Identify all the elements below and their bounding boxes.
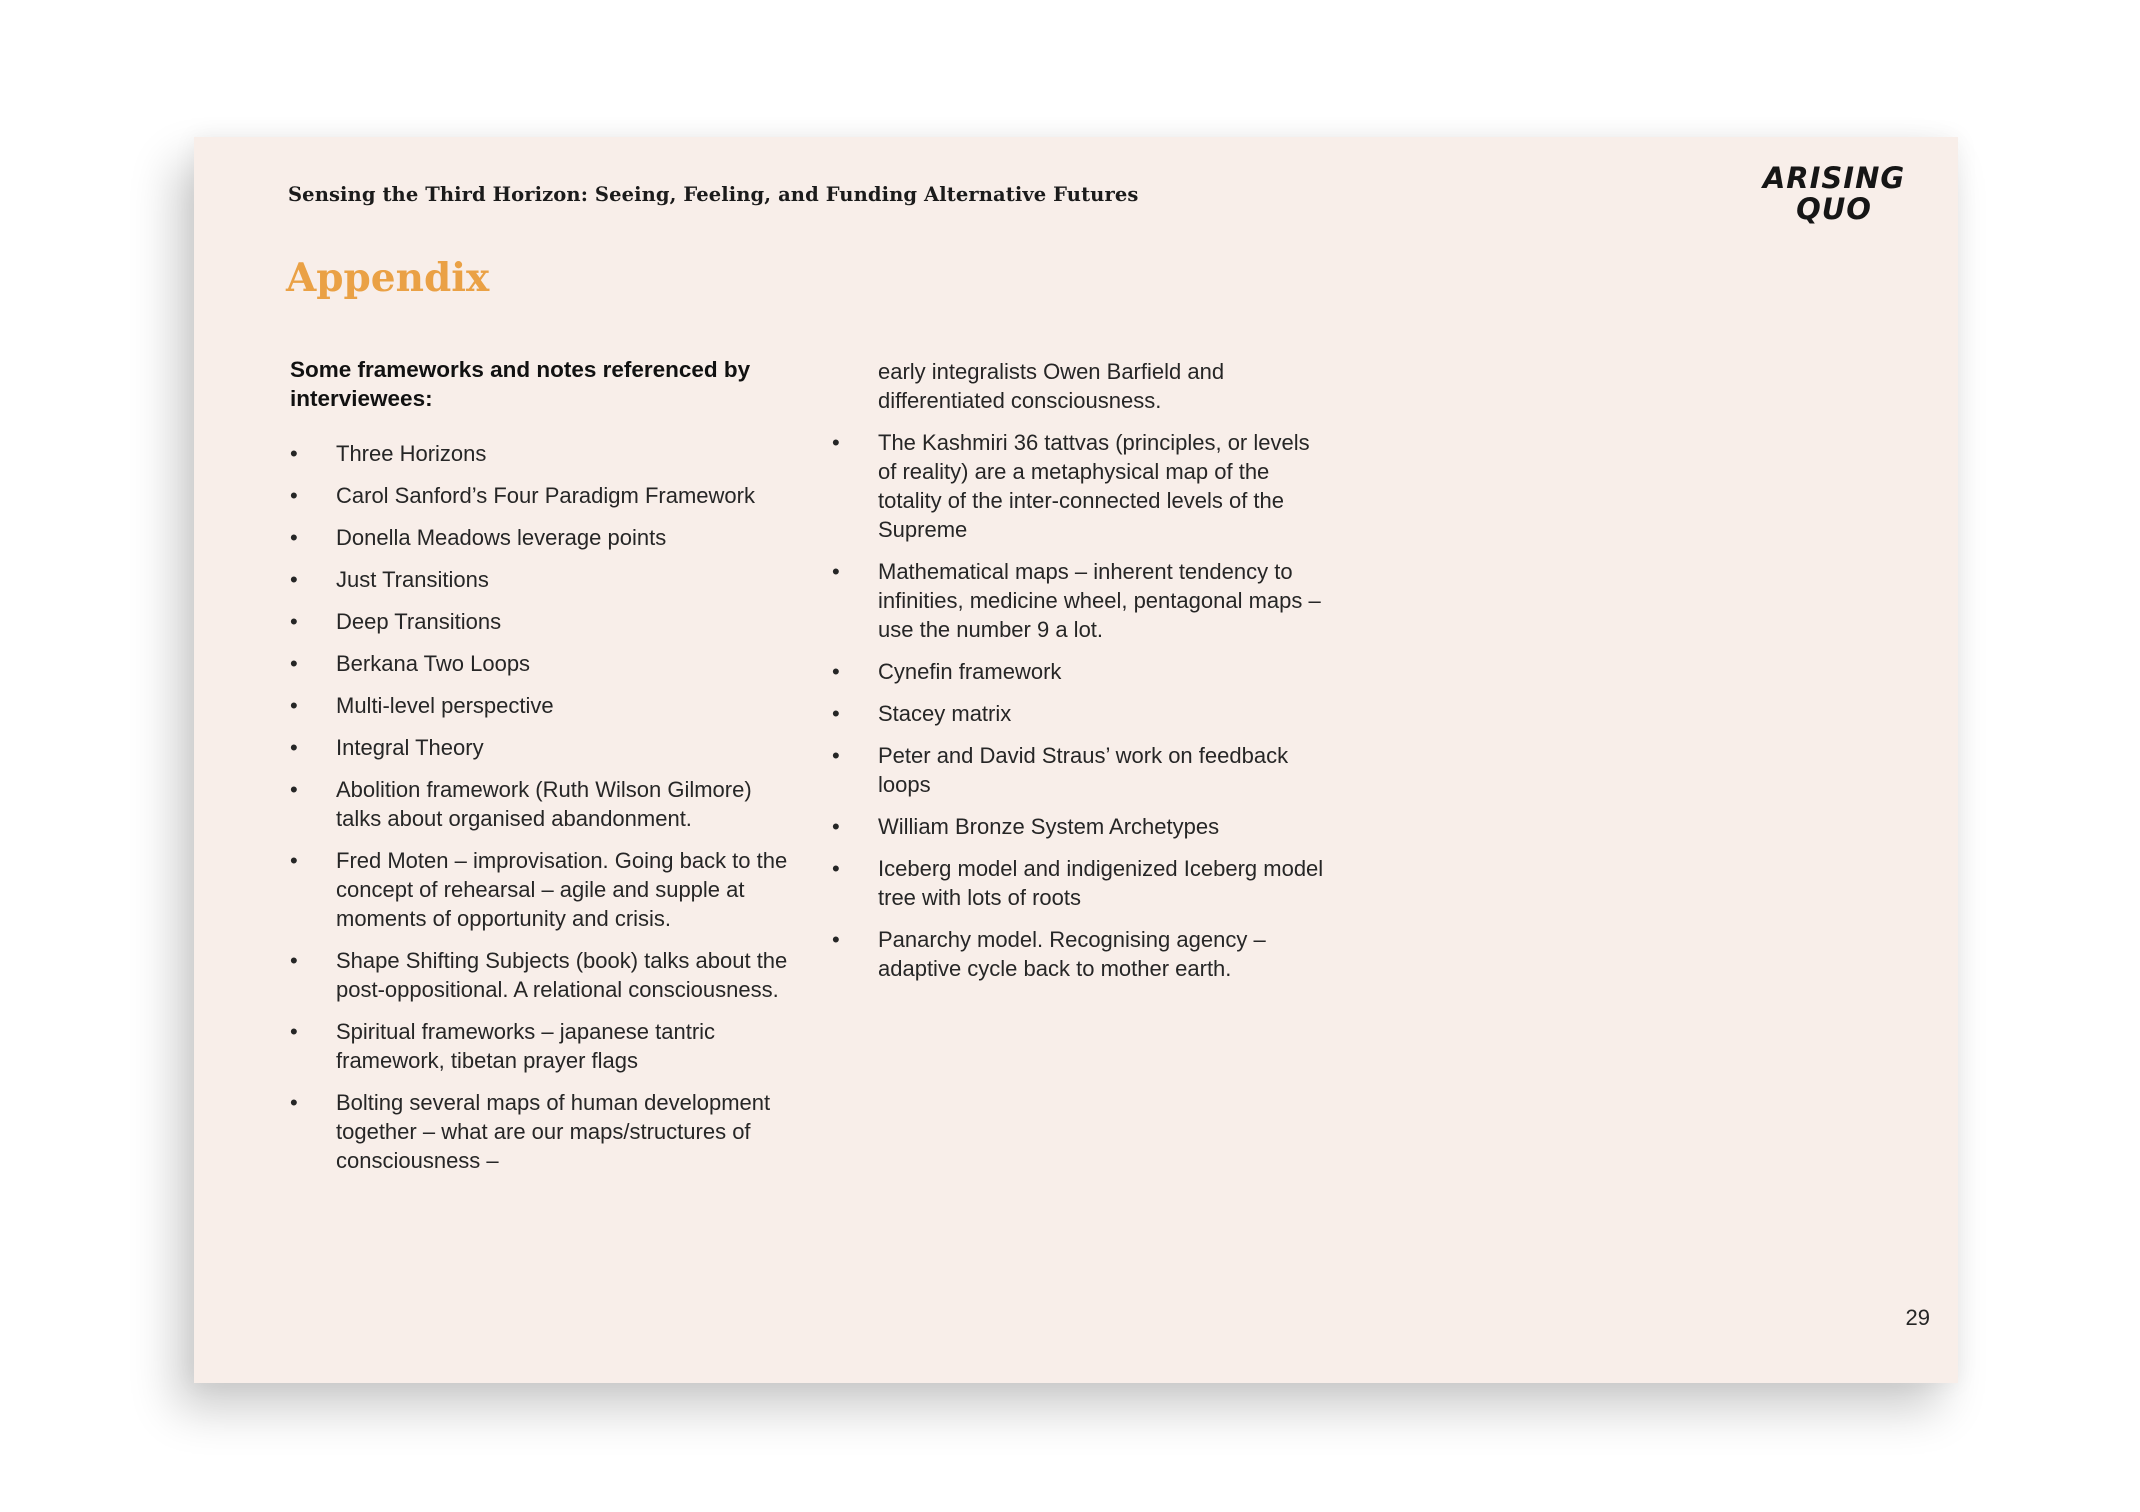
list-item-text: Iceberg model and indigenized Iceberg model tree with lots of roots <box>878 856 1324 910</box>
list-item <box>290 775 800 833</box>
section-subheading: Some frameworks and notes referenced by interviewees: <box>290 357 751 411</box>
list-item <box>290 946 800 1004</box>
list-item-text: Multi-level perspective <box>336 693 554 718</box>
right-framework-list <box>832 428 1332 983</box>
list-item <box>832 557 1332 644</box>
bullet-icon: • <box>290 483 298 508</box>
list-item <box>832 741 1332 799</box>
document-page <box>194 137 1958 1383</box>
list-item-text: Mathematical maps – inherent tendency to infinities, medicine wheel, pentagonal maps – use the number 9 a lot. <box>878 559 1321 642</box>
list-item-text: Three Horizons <box>336 441 487 466</box>
list-item-text: Cynefin framework <box>878 659 1062 684</box>
bullet-icon: • <box>832 814 840 839</box>
bullet-icon: • <box>832 559 840 584</box>
page-number: 29 <box>1905 1305 1930 1330</box>
list-item-text: William Bronze System Archetypes <box>878 814 1220 839</box>
list-item <box>290 733 800 762</box>
arising-quo-logo <box>1744 163 1924 225</box>
bullet-icon: • <box>290 1090 298 1115</box>
list-item-text: Integral Theory <box>336 735 484 760</box>
bullet-icon: • <box>290 567 298 592</box>
list-item <box>832 428 1332 544</box>
bullet-icon: • <box>832 743 840 768</box>
bullet-icon: • <box>832 927 840 952</box>
list-item-text: Peter and David Straus’ work on feedback loops <box>878 743 1289 797</box>
list-item-text: Donella Meadows leverage points <box>336 525 667 550</box>
list-item <box>290 439 800 468</box>
bullet-icon: • <box>290 735 298 760</box>
list-item <box>832 925 1332 983</box>
list-item-text: Bolting several maps of human development together – what are our maps/structures of consciousness – <box>336 1090 771 1173</box>
list-item-text: Carol Sanford’s Four Paradigm Framework <box>336 483 755 508</box>
list-item-text: Fred Moten – improvisation. Going back to the concept of rehearsal – agile and supple at moments of opportunity and crisis. <box>336 848 788 931</box>
list-item <box>290 607 800 636</box>
bullet-icon: • <box>832 659 840 684</box>
list-item <box>290 523 800 552</box>
list-item-text: Panarchy model. Recognising agency – adaptive cycle back to mother earth. <box>878 927 1266 981</box>
logo-line-1: ARISING <box>1762 161 1906 195</box>
list-item <box>290 1088 800 1175</box>
left-framework-list <box>290 439 800 1175</box>
list-item-text: Just Transitions <box>336 567 489 592</box>
bullet-icon: • <box>290 1019 298 1044</box>
page-title: Appendix <box>286 255 490 301</box>
bullet-icon: • <box>832 701 840 726</box>
logo-line-2: QUO <box>1796 192 1872 226</box>
bullet-icon: • <box>290 525 298 550</box>
list-item-text: Berkana Two Loops <box>336 651 531 676</box>
continued-text: early integralists Owen Barfield and differentiated consciousness. <box>878 359 1225 413</box>
list-item <box>290 565 800 594</box>
bullet-icon: • <box>290 651 298 676</box>
list-item-text: Shape Shifting Subjects (book) talks about the post-oppositional. A relational consciousness. <box>336 948 788 1002</box>
left-column <box>290 355 800 1188</box>
bullet-icon: • <box>290 948 298 973</box>
list-item <box>832 854 1332 912</box>
bullet-icon: • <box>290 848 298 873</box>
list-item <box>290 649 800 678</box>
right-column <box>832 357 1332 996</box>
list-item <box>290 481 800 510</box>
list-item <box>832 699 1332 728</box>
bullet-icon: • <box>832 856 840 881</box>
list-item-text: Deep Transitions <box>336 609 502 634</box>
list-item-text: The Kashmiri 36 tattvas (principles, or levels of reality) are a metaphysical map of the totality of the inter-connected levels of the Supreme <box>878 430 1310 542</box>
list-item <box>290 691 800 720</box>
bullet-icon: • <box>290 441 298 466</box>
list-item-text: Spiritual frameworks – japanese tantric framework, tibetan prayer flags <box>336 1019 716 1073</box>
bullet-icon: • <box>290 609 298 634</box>
document-header: Sensing the Third Horizon: Seeing, Feeling, and Funding Alternative Futures <box>288 183 1139 206</box>
list-item <box>290 846 800 933</box>
list-item-text: Abolition framework (Ruth Wilson Gilmore) talks about organised abandonment. <box>336 777 752 831</box>
bullet-icon: • <box>290 693 298 718</box>
list-item <box>290 1017 800 1075</box>
list-item <box>832 657 1332 686</box>
list-item-text: Stacey matrix <box>878 701 1012 726</box>
bullet-icon: • <box>832 430 840 455</box>
list-item <box>832 812 1332 841</box>
bullet-icon: • <box>290 777 298 802</box>
